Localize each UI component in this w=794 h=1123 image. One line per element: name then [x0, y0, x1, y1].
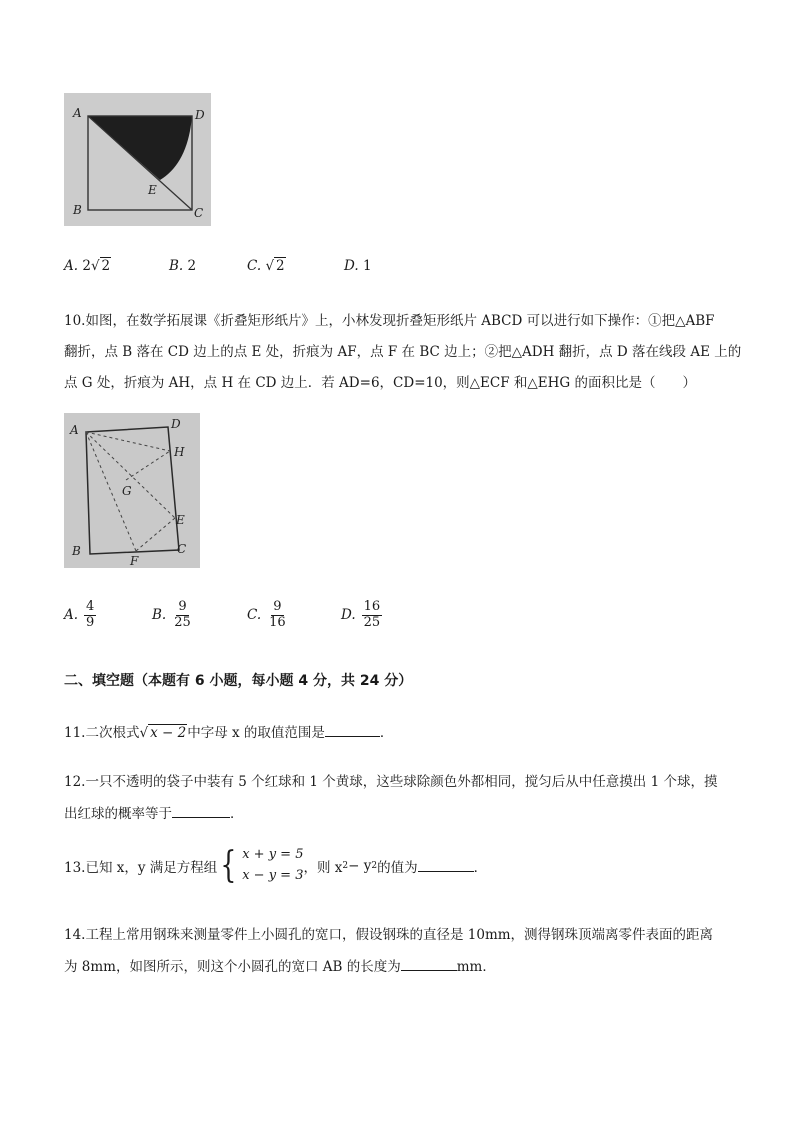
- fig2-label-h: H: [174, 445, 185, 459]
- q14-line-1: 14.工程上常用钢珠来测量零件上小圆孔的宽口，假设钢珠的直径是 10mm，测得钢珠顶端离零件表面的距离: [64, 927, 714, 943]
- q13-answer-blank[interactable]: [418, 871, 474, 872]
- q9-option-a: A. 2√ 2: [64, 258, 111, 274]
- q13: 13.已知 x，y 满足方程组 { x + y = 5 x − y = 3 ，则 x 2 − y 2 的值为 ．: [64, 844, 488, 886]
- q10-line-1: 10.如图，在数学拓展课《折叠矩形纸片》上，小林发现折叠矩形纸片 ABCD 可以进行如下操作：①把△ABF: [64, 313, 715, 329]
- q14-answer-blank[interactable]: [401, 970, 457, 971]
- q11: 11.二次根式√ x − 2中字母 x 的取值范围是 ．: [64, 725, 394, 741]
- q9-option-b: B. 2: [169, 258, 197, 274]
- figure-square-shaded: [64, 93, 211, 226]
- q12-answer-blank[interactable]: [172, 817, 230, 818]
- fig1-label-b: B: [73, 203, 82, 217]
- figure-folded-rectangle: [64, 413, 200, 568]
- q14-line-2: 为 8mm，如图所示，则这个小圆孔的宽口 AB 的长度为 mm．: [64, 959, 496, 975]
- fig1-label-e: E: [148, 183, 157, 197]
- q9-options: [64, 258, 372, 274]
- fig1-label-d: D: [195, 108, 205, 122]
- q10-option-a: A. $\frac{4}{9}$: [64, 599, 95, 630]
- q10-options: [64, 600, 382, 631]
- fig1-label-c: C: [194, 206, 204, 220]
- fig1-label-a: A: [73, 106, 82, 120]
- q10-line-2: 翻折，点 B 落在 CD 边上的点 E 处，折痕为 AF，点 F 在 BC 边上；②把△ADH 翻折，点 D 落在线段 AE 上的: [64, 344, 742, 360]
- q10-line-3: 点 G 处，折痕为 AH，点 H 在 CD 边上．若 AD=6，CD=10，则△ECF 和△EHG 的面积比是（ ）: [64, 375, 696, 391]
- fig2-label-c: C: [177, 542, 187, 556]
- q12-line-2: 出红球的概率等于 ．: [64, 806, 244, 822]
- fig2-label-f: F: [130, 554, 139, 568]
- fig2-label-d: D: [171, 417, 181, 431]
- fig2-label-g: G: [122, 484, 132, 498]
- q11-answer-blank[interactable]: [325, 736, 380, 737]
- q9-option-d: D. 1: [344, 258, 372, 274]
- q13-equation-system: { x + y = 5 x − y = 3: [220, 844, 304, 886]
- q10-option-b: B. $\frac{9}{25}$: [152, 599, 191, 630]
- section-heading-fill-in: 二、填空题（本题有 6 小题，每小题 4 分，共 24 分）: [64, 673, 413, 689]
- fig2-label-e: E: [176, 513, 185, 527]
- q10-option-c: C. $\frac{9}{16}$: [247, 599, 286, 630]
- fig2-label-a: A: [70, 423, 79, 437]
- q12-line-1: 12.一只不透明的袋子中装有 5 个红球和 1 个黄球，这些球除颜色外都相同，搅匀后从中任意摸出 1 个球，摸: [64, 774, 718, 790]
- q9-option-c: C. √ 2: [247, 258, 285, 274]
- fig2-label-b: B: [72, 544, 81, 558]
- q10-option-d: D. $\frac{16}{25}$: [341, 599, 381, 630]
